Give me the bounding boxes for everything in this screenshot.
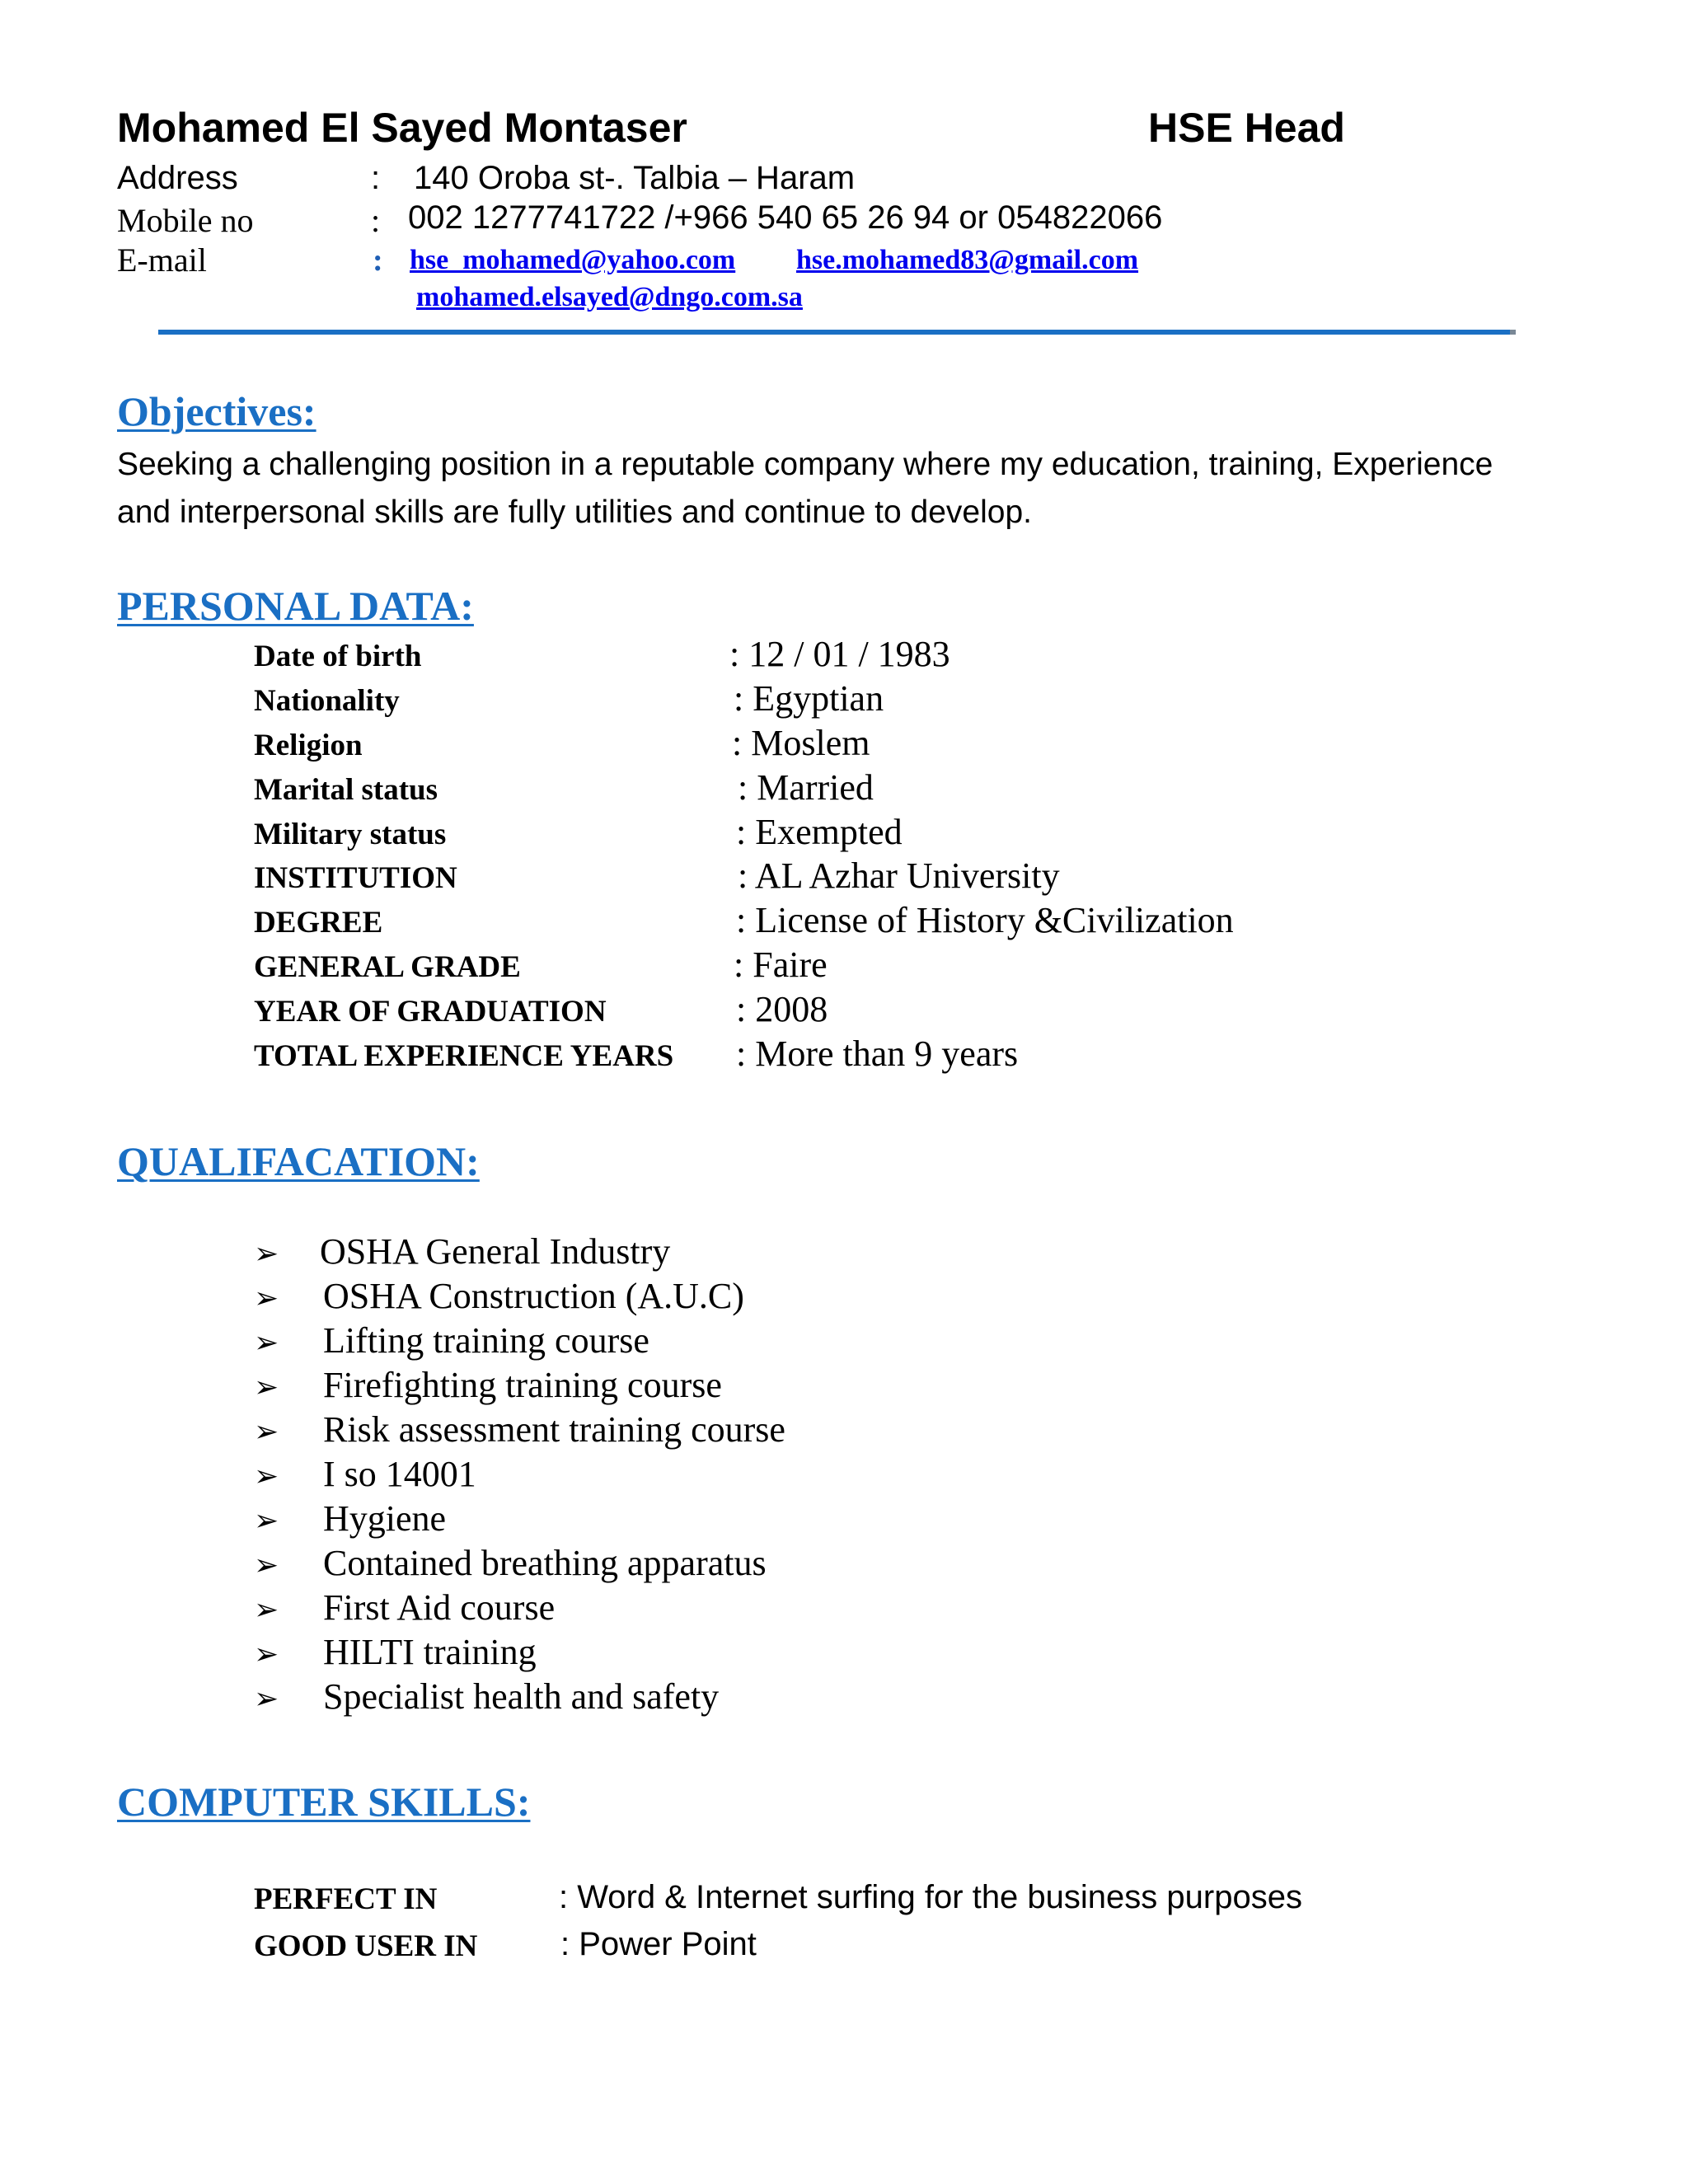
pd-value-institution: : AL Azhar University xyxy=(738,855,1060,896)
address-colon: : xyxy=(371,160,381,196)
qualification-item: Hygiene xyxy=(323,1498,447,1539)
pd-label-dob: Date of birth xyxy=(254,640,422,673)
arrowhead-bullet-icon: ➢ xyxy=(254,1371,279,1404)
qualification-item: OSHA General Industry xyxy=(320,1231,671,1272)
email-link-gmail[interactable]: hse.mohamed83@gmail.com xyxy=(796,245,1139,275)
cs-value-perfect: : Word & Internet surfing for the business purposes xyxy=(559,1879,1302,1915)
pd-value-grade: : Faire xyxy=(734,944,828,985)
arrowhead-bullet-icon: ➢ xyxy=(254,1682,279,1715)
arrowhead-bullet-icon: ➢ xyxy=(254,1282,279,1315)
arrowhead-bullet-icon: ➢ xyxy=(254,1326,279,1359)
objectives-text: Seeking a challenging position in a reputable company where my education, training, Experience and interpersonal skills are fully utilities and continue to develop. xyxy=(117,447,1493,530)
personal-data-heading: PERSONAL DATA: xyxy=(117,583,474,629)
pd-label-religion: Religion xyxy=(254,729,363,762)
pd-label-institution: INSTITUTION xyxy=(254,861,457,895)
pd-label-grade: GENERAL GRADE xyxy=(254,950,521,984)
email-colon: : xyxy=(373,243,383,278)
qualification-item: I so 14001 xyxy=(323,1454,476,1494)
qualification-item: HILTI training xyxy=(323,1632,537,1672)
qualification-item: OSHA Construction (A.U.C) xyxy=(323,1276,744,1316)
qualification-heading: QUALIFACATION: xyxy=(117,1138,480,1184)
arrowhead-bullet-icon: ➢ xyxy=(254,1237,279,1270)
pd-label-experience: TOTAL EXPERIENCE YEARS xyxy=(254,1039,674,1073)
qualification-item: Lifting training course xyxy=(323,1320,649,1361)
pd-value-marital: : Married xyxy=(738,767,874,808)
pd-label-nationality: Nationality xyxy=(254,684,400,718)
computer-skills-heading: COMPUTER SKILLS: xyxy=(117,1779,531,1825)
arrowhead-bullet-icon: ➢ xyxy=(254,1638,279,1671)
mobile-value: 002 1277741722 /+966 540 65 26 94 or 054822066 xyxy=(408,199,1163,236)
address-label: Address xyxy=(117,160,238,196)
pd-value-experience: : More than 9 years xyxy=(736,1033,1019,1074)
mobile-colon: : xyxy=(371,202,381,239)
header-divider xyxy=(158,330,1510,335)
pd-label-marital: Marital status xyxy=(254,773,438,807)
arrowhead-bullet-icon: ➢ xyxy=(254,1415,279,1448)
job-title: HSE Head xyxy=(1148,105,1345,151)
address-value: 140 Oroba st-. Talbia – Haram xyxy=(414,160,856,196)
qualification-item: Firefighting training course xyxy=(323,1365,722,1405)
qualification-item: Risk assessment training course xyxy=(323,1409,785,1450)
qualification-item: Contained breathing apparatus xyxy=(323,1543,767,1583)
email-link-work[interactable]: mohamed.elsayed@dngo.com.sa xyxy=(416,282,803,312)
qualification-item: Specialist health and safety xyxy=(323,1676,720,1717)
pd-value-religion: : Moslem xyxy=(732,723,870,763)
cs-label-perfect: PERFECT IN xyxy=(254,1882,438,1916)
pd-value-dob: : 12 / 01 / 1983 xyxy=(729,634,950,674)
qualification-item: First Aid course xyxy=(323,1587,556,1628)
cs-label-good: GOOD USER IN xyxy=(254,1929,478,1963)
pd-value-graduation: : 2008 xyxy=(736,989,828,1029)
pd-label-degree: DEGREE xyxy=(254,906,383,940)
cs-value-good: : Power Point xyxy=(560,1926,757,1962)
header-divider-end xyxy=(1510,330,1516,335)
candidate-name: Mohamed El Sayed Montaser xyxy=(117,105,687,151)
pd-value-nationality: : Egyptian xyxy=(734,678,884,719)
arrowhead-bullet-icon: ➢ xyxy=(254,1593,279,1626)
objectives-heading: Objectives: xyxy=(117,388,316,434)
arrowhead-bullet-icon: ➢ xyxy=(254,1460,279,1493)
email-label: E-mail xyxy=(117,241,207,279)
arrowhead-bullet-icon: ➢ xyxy=(254,1504,279,1537)
pd-label-military: Military status xyxy=(254,818,447,851)
mobile-label: Mobile no xyxy=(117,202,254,239)
email-link-yahoo[interactable]: hse_mohamed@yahoo.com xyxy=(410,245,736,275)
arrowhead-bullet-icon: ➢ xyxy=(254,1549,279,1582)
pd-label-graduation: YEAR OF GRADUATION xyxy=(254,995,607,1029)
pd-value-degree: : License of History &Civilization xyxy=(736,900,1234,940)
pd-value-military: : Exempted xyxy=(736,812,903,852)
